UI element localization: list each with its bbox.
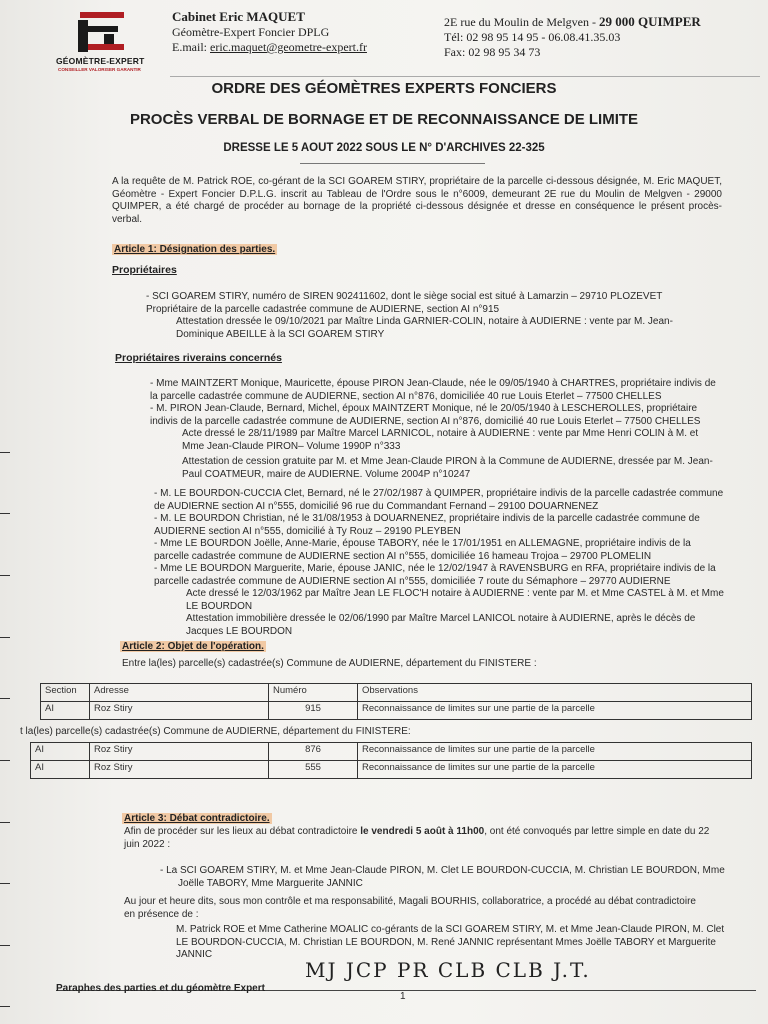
article3-title: Article 3: Débat contradictoire.: [124, 813, 270, 824]
binder-tick: [0, 575, 10, 576]
article3-p3: Au jour et heure dits, sous mon contrôle et ma responsabilité, Magali BOURHIS, collaboratrice, a procédé au débat contradictoire en présence de :: [124, 896, 696, 920]
table-row: AI Roz Stiry 876 Reconnaissance de limites sur une partie de la parcelle: [31, 743, 752, 761]
bourdon-block: - M. LE BOURDON-CUCCIA Clet, Bernard, né le 27/02/1987 à QUIMPER, propriétaire indivis de la parcelle cadastrée commune de AUDIERNE section AI n°555, domicilié 96 rue du Commandant Fernand – 29100 DOUARNENEZ - M. LE BOURDON Christian, né le 31/08/1953 à DOUARNENEZ, propriétaire indivis de la parcelle cadastrée commune de AUDIERNE section AI n°555, domicilié à Ty Rouz – 29190 PLEYBEN - Mme LE BOURDON Joëlle, Anne-Marie, épouse TABORY, née le 17/01/1951 en ALLEMAGNE, propriétaire indivis de la parcelle cadastrée commune de AUDIERNE section AI n°555, domiciliée 16 hameau Trojoa – 29700 PLOMELIN - Mme LE BOURDON Marguerite, Marie, épouse JANIC, née le 12/02/1947 à RAVENSBURG en RFA, propriétaire indivis de la parcelle cadastrée commune de AUDIERNE section AI n°555, domiciliée 7 route du Sémaphore – 29770 AUDIERNE Acte dressé le 12/03/1962 par Maître Jean LE FLOC'H notaire à AUDIERNE : vente par M. et Mme CASTEL à M. et Mme LE BOURDON Attestation immobilière dressée le 02/06/1990 par Maître Marcel LANICOL notaire à AUDIERNE, après le décès de Jacques LE BOURDON: [154, 488, 724, 637]
table-row: AI Roz Stiry 915 Reconnaissance de limites sur une partie de la parcelle: [41, 702, 752, 720]
binder-tick: [0, 945, 10, 946]
table-row: AI Roz Stiry 555 Reconnaissance de limites sur une partie de la parcelle: [31, 761, 752, 779]
firm-subtitle: Géomètre-Expert Foncier DPLG: [172, 25, 330, 39]
parcel-table-riverains: [30, 742, 752, 779]
article2-title: Article 2: Objet de l'opération.: [122, 641, 264, 652]
logo-subtext: CONSEILLER VALORISER GARANTIR: [58, 67, 141, 72]
phone: Tél: 02 98 95 14 95 - 06.08.41.35.03: [444, 30, 621, 44]
page-number: 1: [400, 991, 406, 1002]
firm-block: [172, 9, 367, 55]
order-title: ORDRE DES GÉOMÈTRES EXPERTS FONCIERS: [211, 80, 557, 97]
binder-tick: [0, 698, 10, 699]
article1-title: Article 1: Désignation des parties.: [114, 244, 276, 255]
owner-block: - SCI GOAREM STIRY, numéro de SIREN 902411602, dont le siège social est situé à Lamarzin – 29710 PLOZEVET Propriétaire de la parcelle cadastrée commune de AUDIERNE, section AI n°915 Attestation dressée le 09/10/2021 par Maître Linda GARNIER-COLIN, notaire à AUDIERNE : vente par M. Jean- Dominique ABEILLE à la SCI GOAREM STIRY: [146, 291, 673, 340]
pv-title: PROCÈS VERBAL DE BORNAGE ET DE RECONNAISSANCE DE LIMITE: [129, 111, 639, 128]
article3-p1: Afin de procéder sur les lieux au débat contradictoire le vendredi 5 août à 11h00, ont été convoqués par lettre simple en date du 22 juin 2022 :: [124, 826, 710, 850]
article3-convened: - La SCI GOAREM STIRY, M. et Mme Jean-Claude PIRON, M. Clet LE BOURDON-CUCCIA, M. Christian LE BOURDON, Mme Joëlle TABORY, Mme Marguerite JANNIC: [160, 865, 725, 889]
article2-intro: Entre la(les) parcelle(s) cadastrée(s) Commune de AUDIERNE, département du FINISTERE :: [122, 658, 537, 669]
dated-title: DRESSE LE 5 AOUT 2022 SOUS LE N° D'ARCHIVES 22-325: [223, 142, 545, 154]
logo-text: GÉOMÈTRE-EXPERT: [56, 56, 145, 66]
binder-tick: [0, 1006, 10, 1007]
firm-name: Cabinet Eric MAQUET: [172, 9, 305, 24]
binder-tick: [0, 822, 10, 823]
parcel-table-main: [40, 683, 752, 720]
riverains-heading: Propriétaires riverains concernés: [115, 352, 282, 364]
fax: Fax: 02 98 95 34 73: [444, 45, 541, 59]
email-link[interactable]: eric.maquet@geometre-expert.fr: [210, 40, 367, 54]
intro-paragraph: A la requête de M. Patrick ROE, co-gérant de la SCI GOAREM STIRY, propriétaire de la parcelle ci-dessous désignée, M. Eric MAQUET, Géomètre - Expert Foncier D.P.L.G. inscrit au Tableau de l'Ordre sous le n°6009, demeurant 2E rue du Moulin de Melgven - 29000 QUIMPER, a été chargé de procéder au bornage de la propriété ci-dessous désignée et dresse en conséquence le présent procès-verbal.: [112, 176, 722, 225]
binder-tick: [0, 883, 10, 884]
binder-tick: [0, 637, 10, 638]
binder-tick: [0, 513, 10, 514]
article2-intro2: t la(les) parcelle(s) cadastrée(s) Commune de AUDIERNE, département du FINISTERE:: [20, 726, 411, 737]
paraphes-label: Paraphes des parties et du géomètre Expert: [56, 983, 265, 994]
header-divider: [170, 76, 760, 77]
email-line: E.mail: eric.maquet@geometre-expert.fr: [172, 40, 367, 54]
riverains-block: - Mme MAINTZERT Monique, Mauricette, épouse PIRON Jean-Claude, née le 09/05/1940 à CHARTRES, propriétaire indivis de la parcelle cadastrée commune de AUDIERNE, section AI n°876, domiciliée 40 rue Louis Eterlet – 77500 CHELLES - M. PIRON Jean-Claude, Bernard, Michel, époux MAINTZERT Monique, né le 20/05/1940 à LESCHEROLLES, propriétaire indivis de la parcelle cadastrée commune de AUDIERNE, section AI n°876, domicilié 40 rue Louis Eterlet – 77500 CHELLES Acte dressé le 28/11/1989 par Maître Marcel LARNICOL, notaire à AUDIERNE : vente par Mme Henri COLIN à M. et Mme Jean-Claude PIRON– Volume 1990P n°333 Attestation de cession gratuite par M. et Mme Jean-Claude PIRON à la Commune de AUDIERNE, dressée par M. Jean- Paul COATMEUR, maire de AUDIERNE. Volume 2004P n°10247: [150, 378, 716, 480]
initials-handwritten: MJ JCP PR CLB CLB J.T.: [305, 958, 591, 982]
article3-present: M. Patrick ROE et Mme Catherine MOALIC co-gérants de la SCI GOAREM STIRY, M. et Mme Jean-Claude PIRON, M. Clet LE BOURDON-CUCCIA, M. Christian LE BOURDON, M. René JANNIC représentant Mmes Joëlle TABORY et Marguerite JANNIC: [176, 924, 725, 960]
title-underline: [300, 163, 485, 164]
owners-heading: Propriétaires: [112, 264, 177, 276]
binder-tick: [0, 760, 10, 761]
binder-tick: [0, 452, 10, 453]
contact-block: [444, 14, 701, 60]
address: 2E rue du Moulin de Melgven - 29 000 QUIMPER: [444, 14, 701, 29]
table-header-row: Section Adresse Numéro Observations: [41, 684, 752, 702]
